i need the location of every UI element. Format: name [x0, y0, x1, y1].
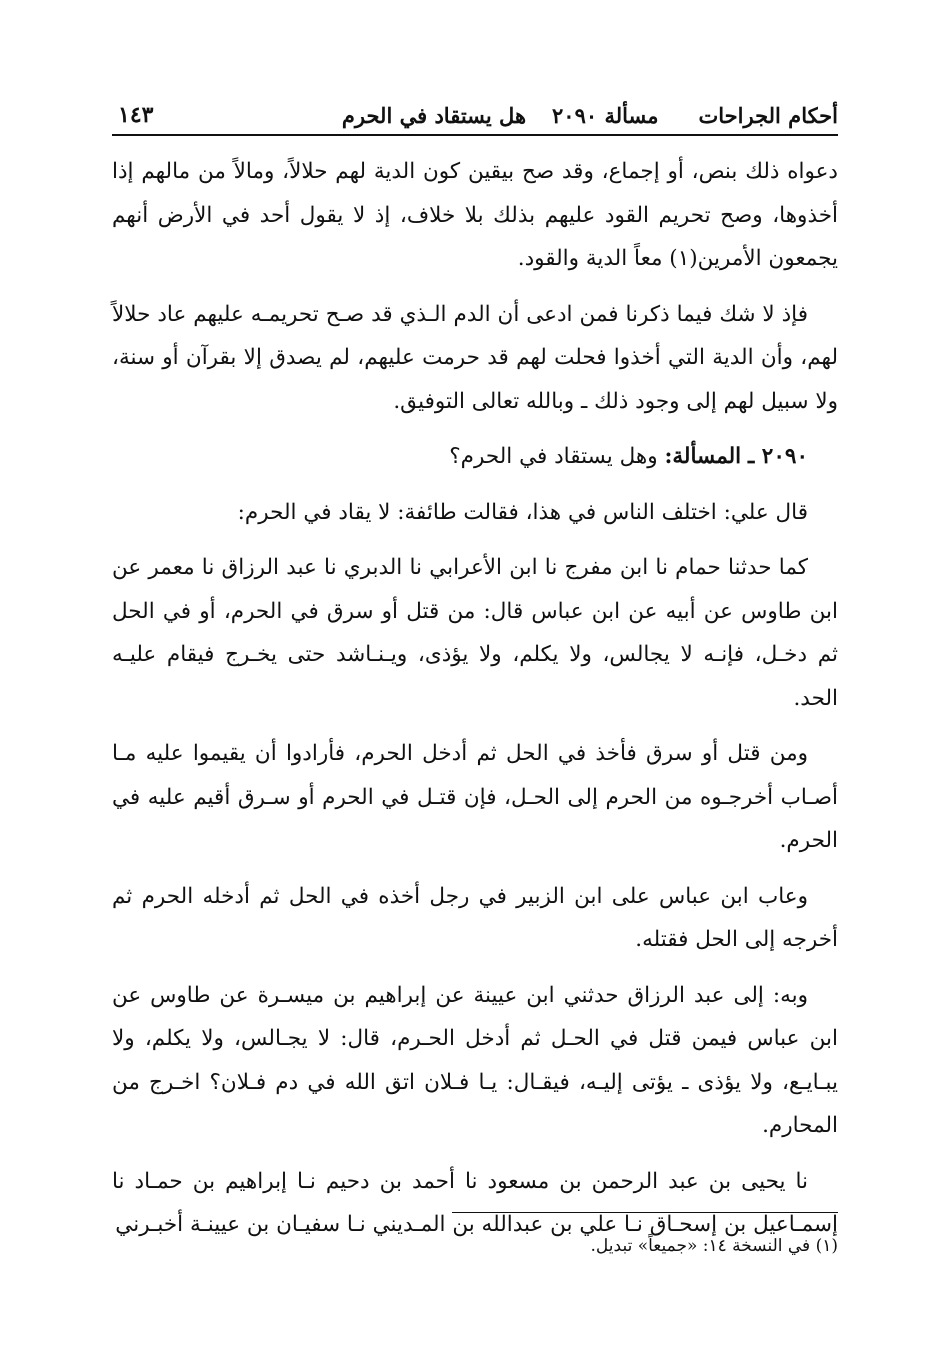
page-number: ١٤٣ [118, 102, 154, 128]
paragraph-8 [112, 974, 838, 1148]
issue-number: ٢٠٩٠ ـ [748, 444, 808, 469]
issue-group [342, 103, 659, 128]
paragraph-1 [112, 150, 838, 281]
header-right-group [342, 103, 838, 128]
paragraph-text: وعاب ابن عباس على ابن الزبير في رجل أخذه في الحل ثم أدخله الحرم ثم أخرجه إلى الحل فقتله. [112, 883, 838, 952]
paragraph-2 [112, 293, 838, 424]
book-page [112, 92, 838, 1282]
paragraph-6 [112, 732, 838, 863]
issue-title: هل يستقاد في الحرم [341, 103, 527, 128]
book-title: أحكام الجراحات [698, 103, 838, 128]
paragraph-5 [112, 546, 838, 720]
issue-heading-text: وهل يستقاد في الحرم؟ [449, 444, 658, 469]
issue-heading [112, 435, 838, 479]
issue-label: مسألة ٢٠٩٠ [552, 103, 659, 128]
paragraph-4 [112, 491, 838, 535]
paragraph-text: ومن قتل أو سرق فأخذ في الحل ثم أدخل الحرم، فأرادوا أن يقيموا عليه مـا أصـاب أخرجـوه من الحرم إلى الحـل، فإن قتـل في الحرم أو سـرق أقيم عليه في الحرم. [112, 741, 838, 853]
running-header [112, 92, 838, 136]
paragraph-text: كما حدثنا حمام نا ابن مفرج نا ابن الأعرابي نا الدبري نا عبد الرزاق نا معمر عن ابن طاوس عن أبيه عن ابن عباس قال: من قتل أو سرق في الحرم، أو في الحل ثم دخـل، فإنـه لا يجالس، ولا يكلم، ولا يؤذى، ويـنـاشد حتى يخـرج فيقام عليـه الحد. [112, 555, 838, 711]
paragraph-text: نا يحيى بن عبد الرحمن بن مسعود نا أحمد بن دحيم نـا إبراهيم بن حمـاد نا إسمـاعيل بن إسحـاق نـا علي بن عبدالله بن المـديني نـا سفيـان بن عيينـة أخبـرني [112, 1168, 838, 1237]
issue-heading-label: المسألة: [664, 444, 742, 469]
paragraph-text: فإذ لا شك فيما ذكرنا فمن ادعى أن الدم الـذي قد صـح تحريمـه عليهم عاد حلالاً لهم، وأن الدية التي أخذوا فحلت لهم قد حرمت عليهم، لم يصدق إلا بقرآن أو سنة، ولا سبيل لهم إلى وجود ذلك ـ وبالله تعالى التوفيق. [112, 301, 838, 414]
paragraph-text: دعواه ذلك بنص، أو إجماع، وقد صح بيقين كون الدية لهم حلالاً، ومالاً من مالهم إذا أخذوها، وصح تحريم القود عليهم بذلك بلا خلاف، إذ لا يقول أحد في الأرض أنهم يجمعون الأمرين(١) معاً الدية والقود. [112, 159, 838, 271]
paragraph-7 [112, 875, 838, 962]
main-text [112, 150, 838, 1247]
footnote-divider [452, 1212, 838, 1213]
paragraph-text: وبه: إلى عبد الرزاق حدثني ابن عيينة عن إبراهيم بن ميسـرة عن طاوس عن ابن عباس فيمن قتل في الحـل ثم أدخل الحـرم، قال: لا يجـالس، ولا يكلم، ولا يبـايـع، ولا يؤذى ـ يؤتى إليـه، فيقـال: يـا فـلان اتق الله في دم فـلان؟ اخـرج من المحارم. [112, 982, 838, 1138]
footnote: (١) في النسخة ١٤: «جميعاً» تبديل. [590, 1236, 838, 1256]
paragraph-text: قال علي: اختلف الناس في هذا، فقالت طائفة: لا يقاد في الحرم: [237, 499, 808, 525]
